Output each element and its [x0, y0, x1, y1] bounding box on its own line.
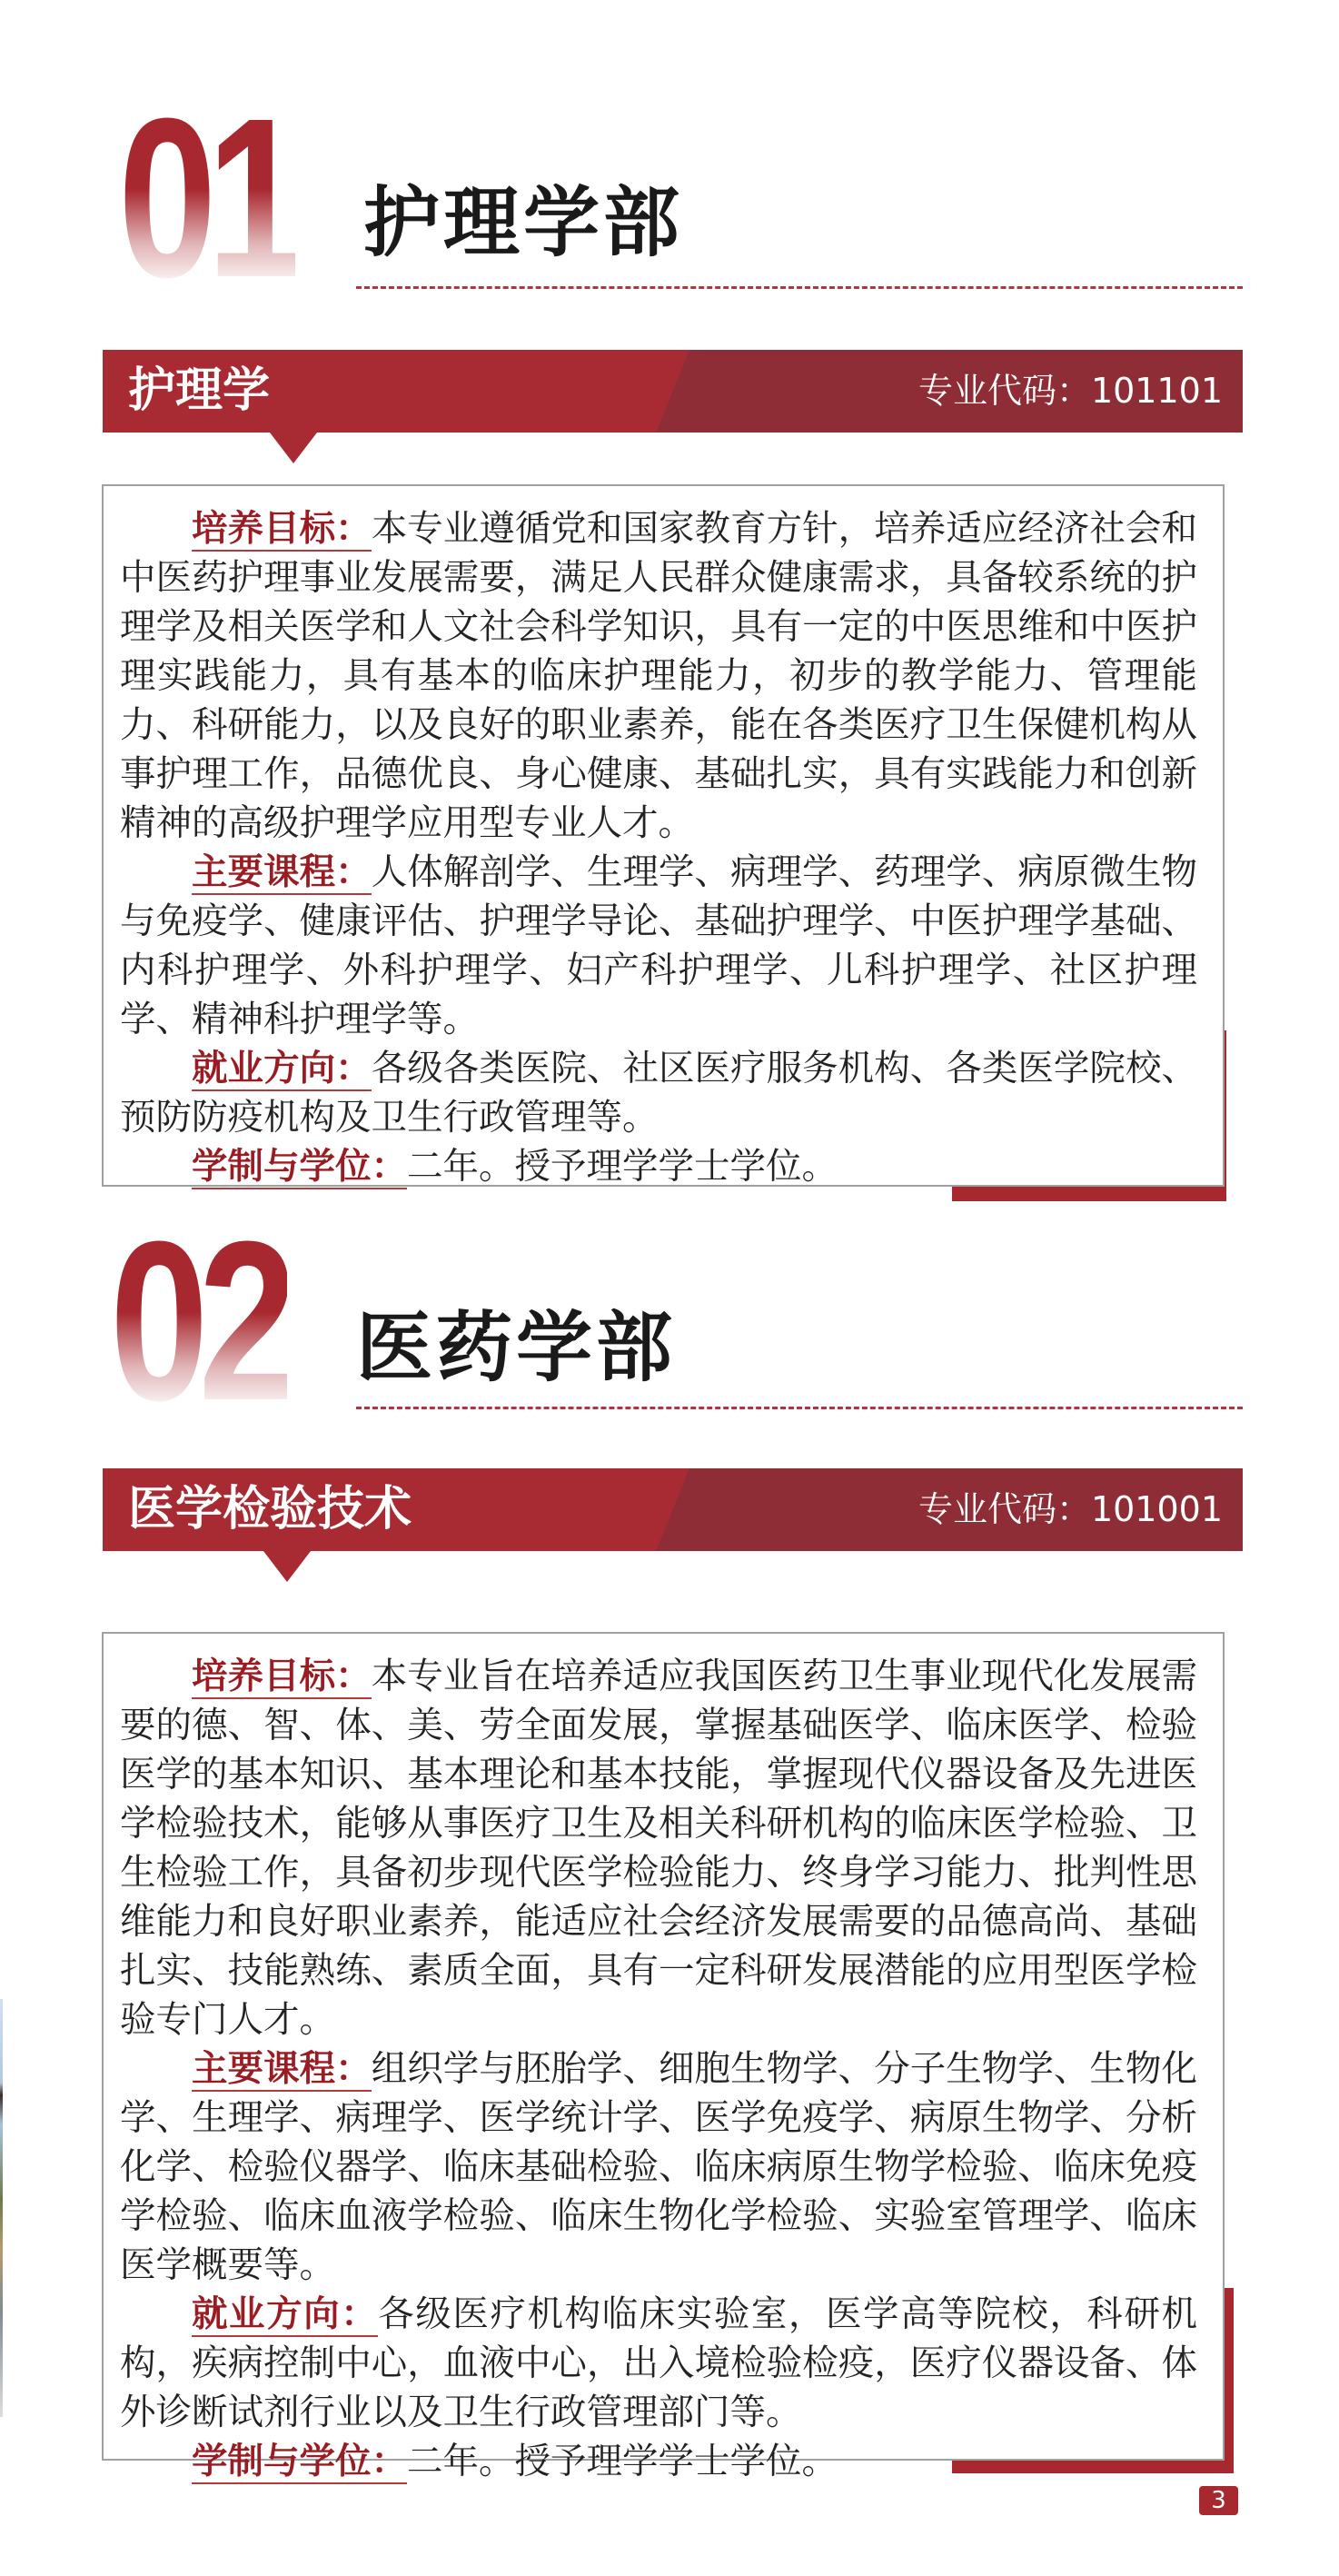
banner-pointer: [263, 1551, 311, 1582]
main-courses: [120, 2044, 1197, 2290]
paragraph-text: 本专业遵循党和国家教育方针，培养适应经济社会和中医药护理事业发展需要，满足人民群众健康需求，具备较系统的护理学及相关医学和人文社会科学知识，具有一定的中医思维和中医护理实践能力，具有基本的临床护理能力，初步的教学能力、管理能力、科研能力，以及良好的职业素养，能在各类医疗卫生保健机构从事护理工作，品德优良、身心健康、基础扎实，具有实践能力和创新精神的高级护理学应用型专业人才。: [120, 508, 1198, 844]
major-code: 专业代码：101001: [917, 1489, 1223, 1529]
paragraph-text: 二年。授予理学学士学位。: [407, 2441, 838, 2482]
paragraph-text: 人体解剖学、生理学、病理学、药理学、病原微生物与免疫学、健康评估、护理学导论、基础护理学、中医护理学基础、内科护理学、外科护理学、妇产科护理学、儿科护理学、社区护理学、精神科护理学等。: [120, 851, 1198, 1040]
label: 培养目标：: [192, 508, 372, 550]
major-name: 医学检验技术: [128, 1482, 412, 1537]
major-description-box: [102, 1632, 1225, 2482]
label: 就业方向：: [192, 1048, 372, 1089]
major-code: 专业代码：101101: [917, 371, 1223, 411]
label: 主要课程：: [192, 2048, 372, 2090]
dashed-divider: [356, 1407, 1243, 1409]
paragraph-text: 组织学与胚胎学、细胞生物学、分子生物学、生物化学、生理学、病理学、医学统计学、医学免疫学、病原生物学、分析化学、检验仪器学、临床基础检验、临床病原生物学检验、临床免疫学检验、临床血液学检验、临床生物化学检验、实验室管理学、临床医学概要等。: [120, 2048, 1198, 2286]
banner-pointer: [270, 433, 317, 463]
section-number: 02: [110, 1194, 288, 1447]
label: 就业方向：: [192, 2293, 379, 2335]
training-goal: [120, 504, 1197, 848]
paragraph-text: 本专业旨在培养适应我国医药卫生事业现代化发展需要的德、智、体、美、劳全面发展，掌握基础医学、临床医学、检验医学的基本知识、基本理论和基本技能，掌握现代仪器设备及先进医学检验技术，能够从事医疗卫生及相关科研机构的临床医学检验、卫生检验工作，具备初步现代医学检验能力、终身学习能力、批判性思维能力和良好职业素养，能适应社会经济发展需要的品德高尚、基础扎实、技能熟练、素质全面，具有一定科研发展潜能的应用型医学检验专门人才。: [120, 1656, 1198, 2041]
section-number: 01: [118, 71, 296, 324]
paragraph-text: 各级医疗机构临床实验室，医学高等院校，科研机构，疾病控制中心，血液中心，出入境检验检疫，医疗仪器设备、体外诊断试剂行业以及卫生行政管理部门等。: [120, 2293, 1198, 2433]
label: 主要课程：: [192, 851, 372, 893]
duration-degree: [120, 1142, 1197, 1191]
career-direction: [120, 2290, 1197, 2437]
career-direction: [120, 1044, 1197, 1142]
paragraph-text: 二年。授予理学学士学位。: [407, 1146, 838, 1188]
department-title: 医药学部: [356, 1302, 677, 1392]
label: 学制与学位：: [192, 2441, 407, 2482]
edge-photo-strip: [0, 1999, 3, 2417]
major-banner: [103, 1468, 1243, 1551]
department-title: 护理学部: [363, 177, 684, 267]
major-name: 护理学: [128, 363, 271, 418]
label: 培养目标：: [192, 1656, 372, 1697]
major-description-box: [102, 484, 1225, 1187]
label: 学制与学位：: [192, 1146, 407, 1188]
major-banner: [103, 350, 1243, 433]
page-number: 3: [1199, 2486, 1238, 2515]
dashed-divider: [356, 286, 1243, 289]
training-goal: [120, 1652, 1197, 2044]
paragraph-text: 各级各类医院、社区医疗服务机构、各类医学院校、预防防疫机构及卫生行政管理等。: [120, 1048, 1198, 1139]
duration-degree: [120, 2437, 1197, 2486]
main-courses: [120, 848, 1197, 1044]
